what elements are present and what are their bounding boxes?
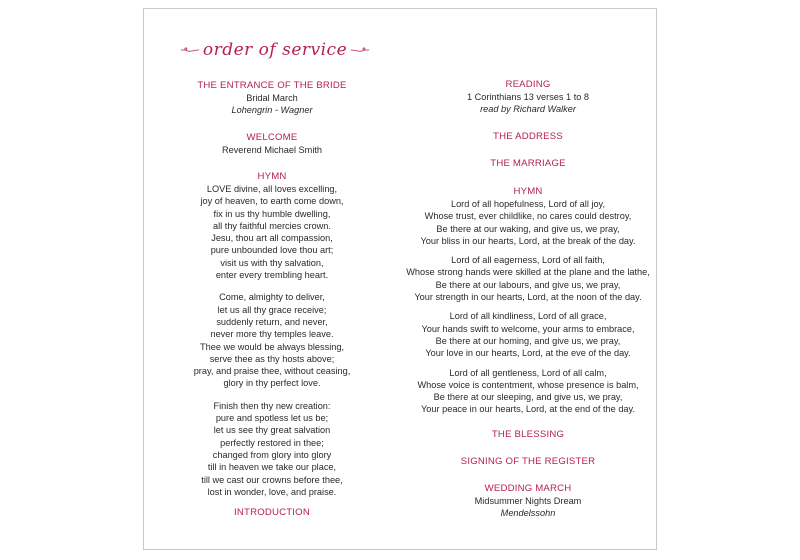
right-flourish-icon bbox=[350, 44, 370, 56]
address-heading: THE ADDRESS bbox=[493, 131, 563, 142]
verse-line: Whose voice is contentment, whose presence is balm, bbox=[417, 379, 639, 390]
verse-line: Lord of all gentleness, Lord of all calm, bbox=[449, 367, 607, 378]
verse-line: Come, almighty to deliver, bbox=[219, 292, 325, 303]
reading-heading: READING bbox=[505, 79, 551, 90]
entrance-piece: Bridal March bbox=[246, 93, 298, 103]
wedding-march-piece: Midsummer Nights Dream bbox=[474, 496, 582, 506]
verse-line: lost in wonder, love, and praise. bbox=[207, 486, 337, 497]
verse-line: Lord of all kindliness, Lord of all grace, bbox=[449, 311, 607, 322]
left-hymn-section bbox=[144, 170, 400, 498]
blessing-heading: THE BLESSING bbox=[491, 429, 565, 440]
verse-line: joy of heaven, to earth come down, bbox=[200, 196, 344, 207]
verse-line: Be there at our waking, and give us, we pray, bbox=[436, 223, 620, 234]
title-banner bbox=[180, 35, 370, 65]
verse-line: Your hands swift to welcome, your arms to embrace, bbox=[421, 323, 635, 334]
verse-line: glory in thy perfect love. bbox=[223, 378, 321, 389]
verse-line: Your strength in our hearts, Lord, at the noon of the day. bbox=[414, 292, 642, 303]
reading-passage: 1 Corinthians 13 verses 1 to 8 bbox=[466, 92, 590, 102]
verse-line: fix in us thy humble dwelling, bbox=[213, 208, 331, 219]
verse-line: enter every trembling heart. bbox=[215, 270, 329, 281]
verse-line: changed from glory into glory bbox=[212, 449, 332, 460]
verse-line: let us see thy great salvation bbox=[213, 425, 331, 436]
verse-line: pray, and praise thee, without ceasing, bbox=[193, 366, 351, 377]
register-section bbox=[400, 455, 656, 468]
wedding-march-heading: WEDDING MARCH bbox=[484, 483, 572, 494]
wedding-march-composer: Mendelssohn bbox=[500, 508, 556, 519]
register-heading: SIGNING OF THE REGISTER bbox=[460, 456, 596, 467]
verse-line: serve thee as thy hosts above; bbox=[209, 353, 335, 364]
right-hymn-heading: HYMN bbox=[513, 186, 543, 197]
verse-line: Lord of all eagerness, Lord of all faith, bbox=[451, 255, 605, 266]
verse-line: Finish then thy new creation: bbox=[213, 400, 331, 411]
blessing-section bbox=[400, 428, 656, 441]
verse-line: Whose strong hands were skilled at the plane and the lathe, bbox=[406, 267, 650, 278]
introduction-section bbox=[144, 506, 400, 519]
left-hymn-verse bbox=[144, 400, 400, 498]
wedding-march-section bbox=[400, 482, 656, 520]
right-hymn-verse bbox=[400, 198, 656, 247]
left-hymn-verse bbox=[144, 291, 400, 389]
address-section bbox=[400, 130, 656, 143]
verse-line: never more thy temples leave. bbox=[210, 329, 334, 340]
verse-line: perfectly restored in thee; bbox=[220, 437, 324, 448]
entrance-heading: THE ENTRANCE OF THE BRIDE bbox=[197, 80, 347, 91]
entrance-composer: Lohengrin - Wagner bbox=[231, 105, 313, 116]
verse-line: all thy faithful mercies crown. bbox=[213, 220, 331, 231]
verse-line: Be there at our labours, and give us, we pray, bbox=[435, 279, 621, 290]
right-hymn-verse bbox=[400, 367, 656, 416]
verse-line: pure unbounded love thou art; bbox=[210, 245, 334, 256]
verse-line: till in heaven we take our place, bbox=[207, 462, 337, 473]
verse-line: Your love in our hearts, Lord, at the eve of the day. bbox=[425, 348, 631, 359]
marriage-heading: THE MARRIAGE bbox=[490, 158, 566, 169]
verse-line: till we cast our crowns before thee, bbox=[201, 474, 343, 485]
left-hymn-verse bbox=[144, 183, 400, 281]
order-of-service-page bbox=[143, 8, 657, 550]
verse-line: Your peace in our hearts, Lord, at the end of the day. bbox=[420, 404, 635, 415]
verse-line: suddenly return, and never, bbox=[216, 316, 328, 327]
verse-line: Your bliss in our hearts, Lord, at the break of the day. bbox=[420, 235, 636, 246]
verse-line: Be there at our homing, and give us, we pray, bbox=[435, 335, 621, 346]
verse-line: LOVE divine, all loves excelling, bbox=[206, 184, 338, 194]
marriage-section bbox=[400, 157, 656, 170]
verse-line: let us all thy grace receive; bbox=[217, 304, 327, 315]
verse-line: Thee we would be always blessing, bbox=[199, 341, 345, 352]
introduction-heading: INTRODUCTION bbox=[234, 507, 310, 518]
verse-line: pure and spotless let us be; bbox=[215, 413, 329, 424]
welcome-heading: WELCOME bbox=[246, 132, 298, 143]
welcome-section bbox=[144, 131, 400, 156]
verse-line: Whose trust, ever childlike, no cares could destroy, bbox=[424, 211, 632, 222]
left-flourish-icon bbox=[180, 44, 200, 56]
page-title: order of service bbox=[202, 40, 348, 60]
verse-line: Jesu, thou art all compassion, bbox=[211, 233, 333, 244]
verse-line: visit us with thy salvation, bbox=[220, 257, 324, 268]
right-hymn-verse bbox=[400, 254, 656, 303]
left-hymn-heading: HYMN bbox=[257, 171, 287, 182]
reading-section bbox=[400, 78, 656, 116]
welcome-name: Reverend Michael Smith bbox=[221, 145, 323, 155]
right-hymn-verse bbox=[400, 310, 656, 359]
verse-line: Lord of all hopefulness, Lord of all joy, bbox=[450, 199, 606, 209]
verse-line: Be there at our sleeping, and give us, we pray, bbox=[433, 392, 623, 403]
right-hymn-section bbox=[400, 185, 656, 416]
reading-reader: read by Richard Walker bbox=[480, 104, 576, 115]
entrance-section bbox=[144, 79, 400, 117]
